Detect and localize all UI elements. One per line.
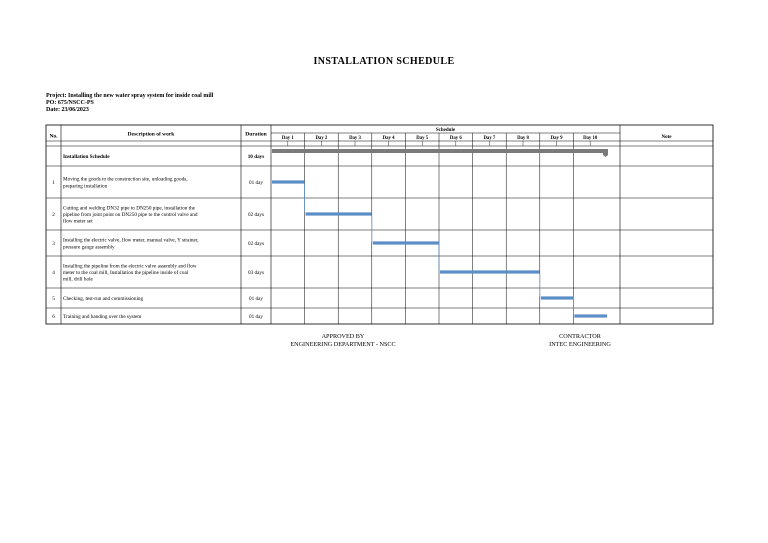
po-line: PO: 675/NSCC-PS	[46, 100, 94, 107]
day-header-4: Day 4	[382, 136, 395, 141]
task-bar-5	[541, 296, 574, 299]
page-title: INSTALLATION SCHEDULE	[313, 56, 455, 67]
day-header-10: Day 10	[583, 136, 598, 141]
header-description: Description of work	[127, 131, 175, 138]
row-5-description: Checking, test-run and commissioning	[63, 296, 144, 302]
header-no: No.	[49, 133, 58, 140]
summary-bar	[272, 149, 607, 153]
row-1-duration: 01 day	[249, 180, 263, 186]
row-6-description: Training and handing over the system	[63, 314, 142, 320]
row-2-description: Cutting and welding DN32 pipe to DN250 pipe, installation the	[63, 205, 195, 212]
header-schedule: Schedule	[435, 128, 456, 133]
row-4-no: 4	[52, 270, 55, 276]
header-duration: Duration	[245, 131, 267, 138]
day-header-1: Day 1	[281, 136, 294, 141]
row-2-description: flow meter set	[63, 218, 93, 225]
row-2-duration: 02 days	[248, 212, 264, 218]
row-3-no: 3	[52, 241, 55, 247]
date-line: Date: 23/06/2023	[46, 107, 89, 114]
summary-bar-end-cap	[603, 149, 608, 157]
day-header-6: Day 6	[449, 136, 462, 141]
row-6-duration: 01 day	[249, 314, 263, 320]
row-0-description: Installation Schedule	[63, 154, 110, 160]
day-header-7: Day 7	[483, 136, 496, 141]
row-2-description: pipeline from joint point on DN250 pipe to the control valve and	[63, 212, 198, 218]
day-header-8: Day 8	[517, 136, 529, 141]
row-3-description: pressure gauge assembly	[63, 244, 115, 251]
header-note: Note	[661, 135, 672, 140]
row-6-no: 6	[52, 314, 55, 320]
row-5-duration: 01 day	[249, 296, 263, 302]
task-bar-1	[272, 180, 305, 183]
row-0-duration: 10 days	[247, 154, 265, 160]
day-header-3: Day 3	[349, 136, 361, 141]
task-bar-3	[373, 241, 439, 244]
contractor-title: CONTRACTOR	[559, 333, 601, 340]
approval-title: APPROVED BY	[321, 333, 365, 340]
day-header-9: Day 9	[550, 136, 563, 141]
row-4-description: meter to the coal mill, Installation the pipeline inside of coal	[63, 270, 189, 276]
day-header-5: Day 5	[416, 136, 429, 141]
row-4-description: mill, drill hole	[63, 276, 93, 283]
table-frame	[46, 125, 713, 324]
approval-department: ENGINEERING DEPARTMENT - NSCC	[290, 340, 396, 348]
row-5-no: 5	[52, 296, 55, 302]
task-bar-6	[574, 314, 607, 317]
row-1-description: preparing installation	[63, 183, 108, 190]
project-line: Project: Installing the new water spray system for inside coal mill	[46, 93, 214, 99]
approval-signature	[268, 333, 418, 348]
row-3-duration: 02 days	[248, 241, 264, 247]
contractor-name: INTEC ENGINEERING	[549, 340, 611, 348]
task-bar-2	[306, 212, 372, 215]
task-bar-4	[440, 270, 540, 273]
contractor-signature	[530, 333, 630, 348]
row-2-no: 2	[52, 212, 55, 218]
day-header-2: Day 2	[315, 136, 328, 141]
row-4-duration: 03 days	[248, 270, 264, 276]
row-1-description: Moving the goods to the construction site, unloading goods,	[63, 176, 188, 183]
row-1-no: 1	[52, 180, 55, 186]
row-4-description: Installing the pipeline from the electric valve assembly and flow	[63, 263, 197, 270]
row-3-description: Installing the electric valve, flow meter, manual valve, Y strainer,	[63, 237, 199, 244]
